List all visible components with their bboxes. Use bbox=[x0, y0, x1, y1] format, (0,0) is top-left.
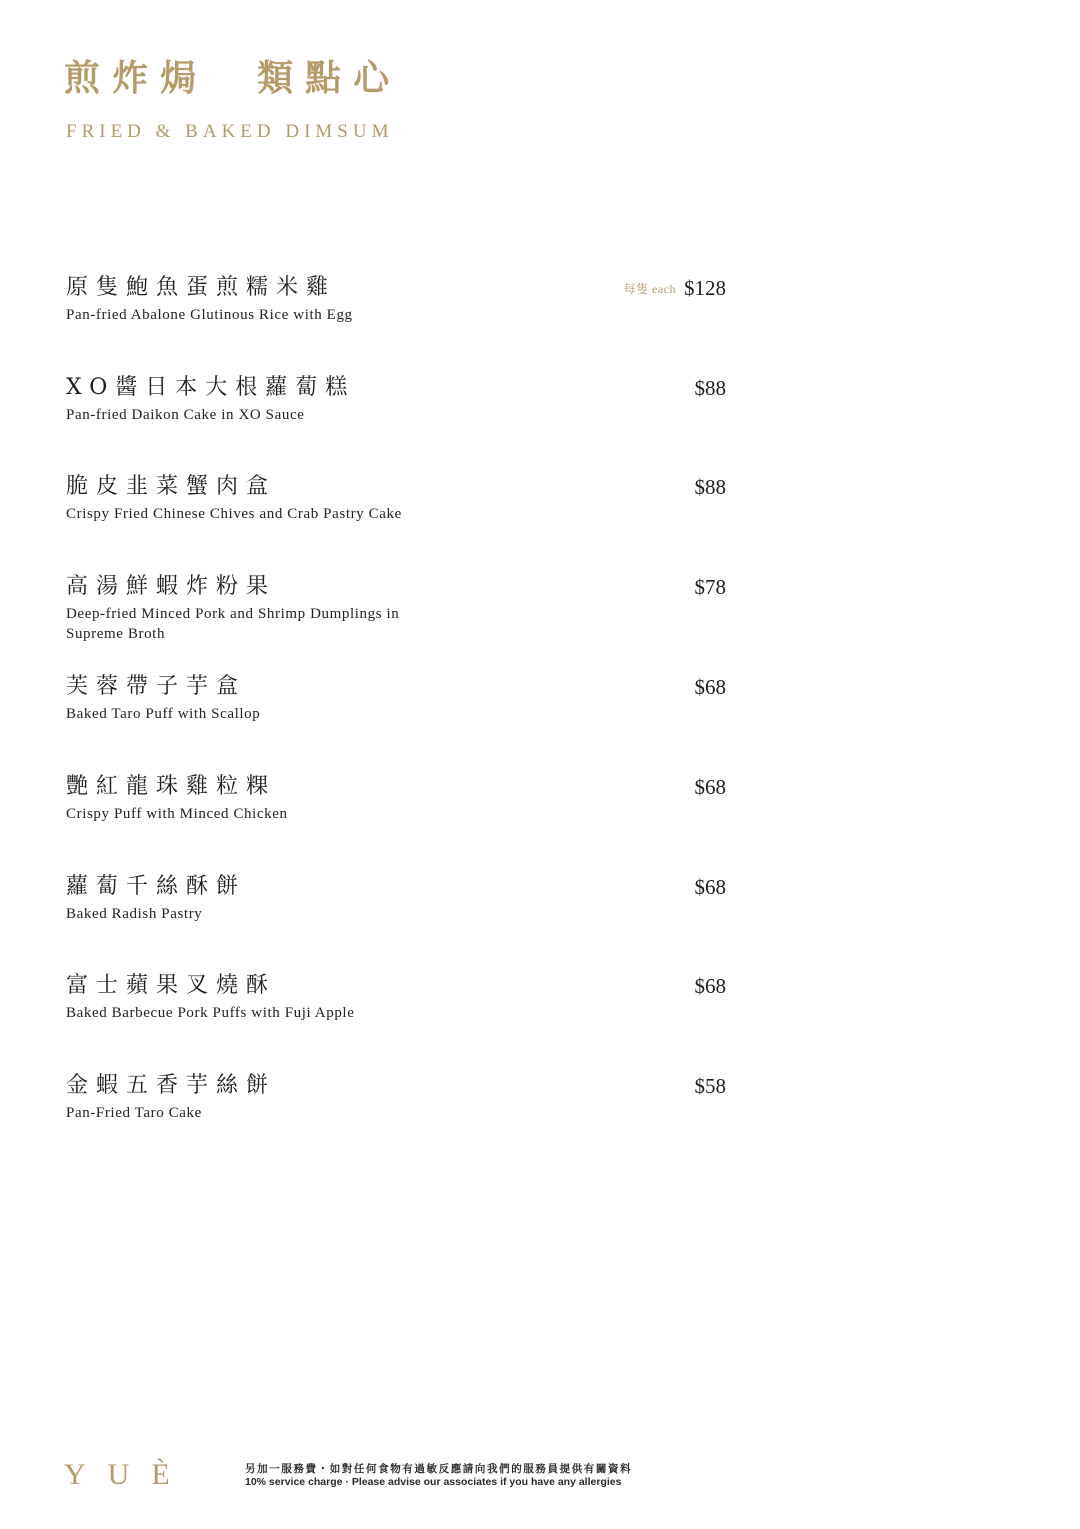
footer-note-zh: 另加一服務費・如對任何食物有過敏反應請向我們的服務員提供有關資料 bbox=[245, 1463, 633, 1475]
footer-note bbox=[245, 1462, 632, 1489]
menu-item-price-block bbox=[624, 273, 726, 304]
menu-item-name-en: Baked Radish Pastry bbox=[66, 906, 203, 922]
menu-item bbox=[66, 273, 726, 325]
menu-item-name-zh: 蘿蔔千絲酥餅 bbox=[66, 874, 247, 899]
menu-item-name-zh: 高湯鮮蝦炸粉果 bbox=[66, 574, 277, 599]
menu-item-name-zh: 脆皮韭菜蟹肉盒 bbox=[66, 474, 277, 499]
menu-item-name-en: Pan-fried Daikon Cake in XO Sauce bbox=[66, 407, 305, 423]
menu-item-unit-note: 每隻 each bbox=[623, 282, 676, 296]
menu-item-name-en: Baked Taro Puff with Scallop bbox=[66, 706, 261, 722]
menu-item bbox=[66, 872, 726, 924]
menu-item-name-en: Pan-Fried Taro Cake bbox=[66, 1105, 202, 1121]
menu-item-name-en: Deep-fried Minced Pork and Shrimp Dumplings in Supreme Broth bbox=[66, 606, 400, 642]
menu-item-price: $68 bbox=[694, 675, 726, 699]
menu-item-name-en: Baked Barbecue Pork Puffs with Fuji Apple bbox=[66, 1005, 355, 1021]
menu-item bbox=[66, 472, 726, 524]
menu-item-name-en: Crispy Puff with Minced Chicken bbox=[66, 806, 288, 822]
menu-item bbox=[66, 373, 726, 425]
footer-logo: YUÈ bbox=[64, 1458, 192, 1491]
footer-note-en: 10% service charge · Please advise our associates if you have any allergies bbox=[245, 1476, 622, 1488]
menu-item-price: $88 bbox=[694, 475, 726, 499]
menu-item bbox=[66, 572, 726, 644]
menu-item-name-zh: 芙蓉帶子芋盒 bbox=[66, 674, 247, 699]
menu-item-name-zh: 金蝦五香芋絲餅 bbox=[66, 1073, 277, 1098]
page-title-zh: 煎炸焗 類點心 bbox=[64, 57, 402, 99]
menu-item-price: $88 bbox=[694, 376, 726, 400]
menu-item-price: $128 bbox=[684, 276, 726, 300]
page-title-en: FRIED & BAKED DIMSUM bbox=[66, 121, 394, 142]
menu-item-price: $68 bbox=[694, 875, 726, 899]
menu-item-price: $78 bbox=[694, 575, 726, 599]
menu-item bbox=[66, 971, 726, 1023]
menu-item-price: $58 bbox=[694, 1074, 726, 1098]
menu-item-name-zh: 富士蘋果叉燒酥 bbox=[66, 973, 277, 998]
menu-item-name-zh: XO醬日本大根蘿蔔糕 bbox=[66, 375, 356, 400]
menu-item-price: $68 bbox=[694, 974, 726, 998]
menu-item bbox=[66, 1071, 726, 1123]
menu-item bbox=[66, 772, 726, 824]
menu-item bbox=[66, 672, 726, 724]
menu-item-name-en: Crispy Fried Chinese Chives and Crab Pastry Cake bbox=[66, 506, 402, 522]
menu-item-price: $68 bbox=[694, 775, 726, 799]
menu-item-name-zh: 艷紅龍珠雞粒粿 bbox=[66, 774, 277, 799]
menu-item-name-zh: 原隻鮑魚蛋煎糯米雞 bbox=[66, 275, 337, 300]
menu-item-name-en: Pan-fried Abalone Glutinous Rice with Egg bbox=[66, 307, 353, 323]
